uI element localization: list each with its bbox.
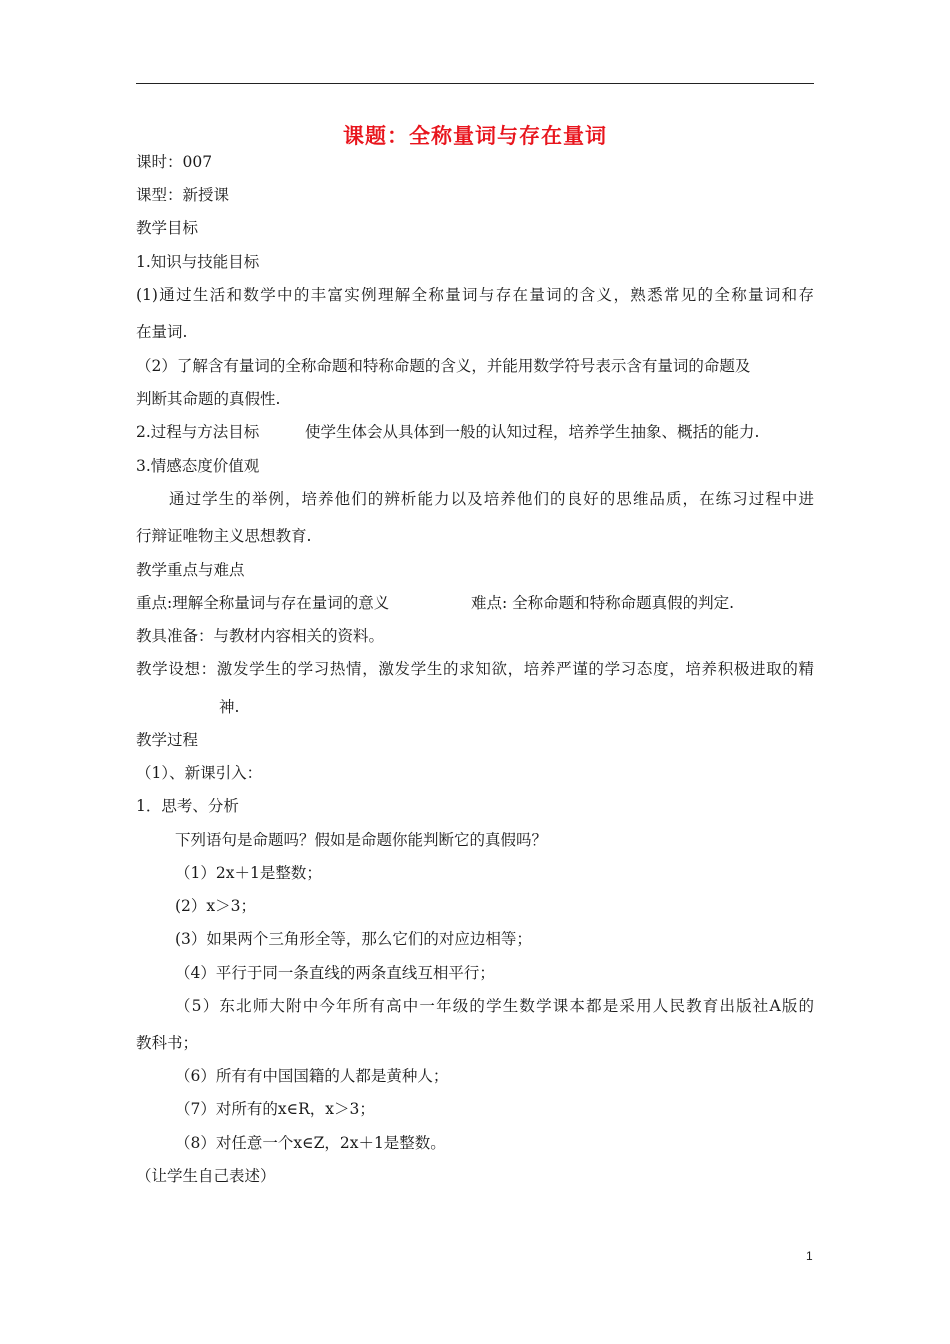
statement-5-cont: 教科书； [136,1034,199,1052]
objective-3-text: 通过学生的举例，培养他们的辨析能力以及培养他们的良好的思维品质，在练习过程中进 [169,490,814,508]
statement-7: （7）对所有的x∈R，x＞3； [175,1100,375,1118]
teaching-idea-cont: 神. [219,698,240,716]
teaching-aids: 教具准备：与教材内容相关的资料。 [136,627,385,645]
section-objectives: 教学目标 [136,219,199,237]
page-number: 1 [806,1249,813,1263]
statement-4: （4）平行于同一条直线的两条直线互相平行； [175,964,495,982]
statement-6: （6）所有有中国国籍的人都是黄种人； [175,1067,449,1085]
statement-1: （1）2x＋1是整数； [175,864,322,882]
key-point: 重点:理解全称量词与存在量词的意义 [136,594,390,612]
section-process: 教学过程 [136,731,199,749]
think-analyze-heading: 1．思考、分析 [136,797,239,815]
lesson-period: 课时：007 [136,153,213,171]
objective-3-text-cont: 行辩证唯物主义思想教育. [136,527,312,545]
objective-1-heading: 1.知识与技能目标 [136,253,260,271]
objective-3-heading: 3.情感态度价值观 [136,457,260,475]
statement-5: （5）东北师大附中今年所有高中一年级的学生数学课本都是采用人民教育出版社A版的 [175,997,814,1015]
objective-1-item-2: （2）了解含有量词的全称命题和特称命题的含义，并能用数学符号表示含有量词的命题及 [136,357,751,375]
objective-2-text: 使学生体会从具体到一般的认知过程，培养学生抽象、概括的能力. [305,423,760,441]
difficult-point: 难点: 全称命题和特称命题真假的判定. [471,594,735,612]
objective-1-item-1: (1)通过生活和数学中的丰富实例理解全称量词与存在量词的含义，熟悉常见的全称量词和存 [136,286,814,304]
objective-2-heading: 2.过程与方法目标 [136,423,260,441]
objective-1-item-2-cont: 判断其命题的真假性. [136,390,281,408]
statement-3: (3）如果两个三角形全等，那么它们的对应边相等； [175,930,532,948]
intro-heading: （1）、新课引入： [136,764,263,782]
statement-8: （8）对任意一个x∈Z，2x＋1是整数。 [175,1134,446,1152]
lesson-title: 课题：全称量词与存在量词 [343,124,607,148]
statement-2: (2）x＞3； [175,897,257,915]
section-key-points: 教学重点与难点 [136,561,245,579]
objective-1-item-1-cont: 在量词. [136,323,188,341]
header-rule [136,83,814,84]
lesson-type: 课型：新授课 [136,186,230,204]
teaching-idea: 教学设想：激发学生的学习热情，激发学生的求知欲，培养严谨的学习态度，培养积极进取的精 [136,660,814,678]
student-note: （让学生自己表述） [136,1167,276,1185]
question-prompt: 下列语句是命题吗？假如是命题你能判断它的真假吗？ [175,831,548,849]
